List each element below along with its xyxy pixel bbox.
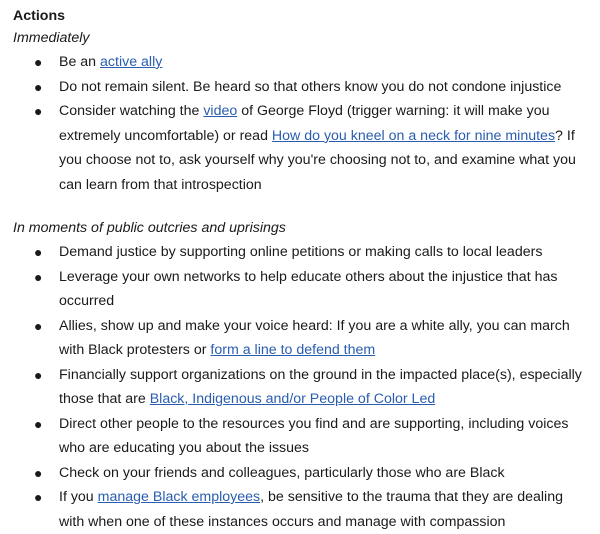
list-item-text: Check on your friends and colleagues, particularly those who are Black: [59, 464, 505, 481]
list-item: [13, 50, 600, 75]
bullet-icon: ●: [34, 464, 43, 481]
list-item-text: Be an: [59, 54, 101, 70]
list-item-text: Leverage your own networks to help educate others about the injustice that has occurred: [59, 268, 558, 309]
public-outcries-list: [13, 240, 600, 534]
list-item: [13, 314, 600, 363]
list-item: [13, 265, 600, 314]
list-item-text: , be sensitive to the trauma that they are dealing with when one of these instances occurs and manage with compassion: [59, 489, 563, 530]
bullet-icon: ●: [34, 268, 43, 285]
bullet-icon: ●: [34, 54, 43, 70]
list-item-text: ? If you choose not to, ask yourself why you're choosing not to, and examine what you can learn from that introspection: [59, 127, 576, 193]
bullet-icon: ●: [34, 489, 43, 505]
bipoc-led-link[interactable]: Black, Indigenous and/or People of Color Led: [149, 391, 436, 407]
form-a-line-link[interactable]: form a line to defend them: [210, 342, 376, 358]
section-title-public-outcries: In moments of public outcries and uprisings: [13, 220, 286, 236]
list-item-text: Financially support organizations on the ground in the impacted place(s), especially those that are: [59, 366, 582, 407]
actions-heading: Actions: [13, 8, 66, 24]
bullet-icon: ●: [34, 415, 43, 432]
list-item-text: of George Floyd (trigger warning: it will make you extremely uncomfortable) or read: [59, 103, 550, 144]
list-item: [13, 240, 600, 265]
list-item: [13, 412, 600, 461]
list-item-text: Allies, show up and make your voice heard: If you are a white ally, you can march with Black protesters or: [59, 317, 570, 358]
bullet-icon: ●: [34, 244, 43, 260]
video-link[interactable]: video: [203, 103, 238, 119]
section-title-immediately: Immediately: [13, 30, 90, 46]
list-item-text: Direct other people to the resources you find and are supporting, including voices who are educating you about the issues: [59, 415, 569, 456]
list-item: [13, 99, 600, 197]
list-item: [13, 75, 600, 100]
list-item: [13, 485, 600, 534]
active-ally-link[interactable]: active ally: [100, 54, 163, 70]
bullet-icon: ●: [34, 366, 43, 383]
list-item: [13, 461, 600, 486]
list-item-text: Do not remain silent. Be heard so that others know you do not condone injustice: [59, 78, 562, 95]
immediately-list: [13, 50, 600, 197]
list-item-text: If you: [59, 489, 98, 505]
list-item-text: Demand justice by supporting online petitions or making calls to local leaders: [59, 244, 543, 260]
list-item-text: Consider watching the: [59, 103, 204, 119]
manage-black-employees-link[interactable]: manage Black employees: [97, 489, 261, 505]
list-item: [13, 363, 600, 412]
bullet-icon: ●: [34, 78, 43, 95]
bullet-icon: ●: [34, 317, 43, 334]
kneel-on-neck-article-link[interactable]: How do you kneel on a neck for nine minutes: [271, 127, 556, 144]
bullet-icon: ●: [34, 103, 43, 119]
